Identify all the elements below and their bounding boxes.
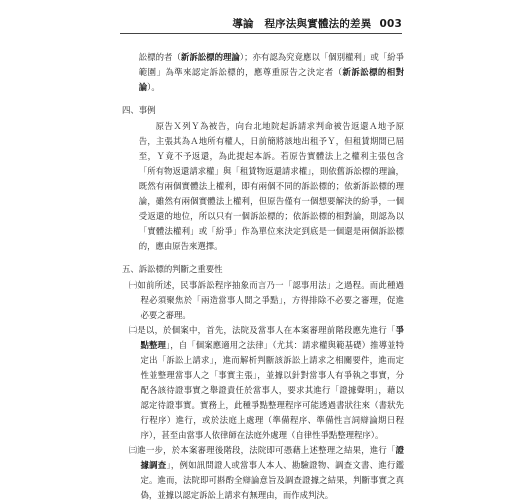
item-3-seg2: 」，例如訊問證人或當事人本人、勘驗證物、調查文書、進行鑑定。進而，法院即可斟酌全辯論意旨及調查證據之結果，判斷事實之真偽，並據以認定訴訟上請求有無理由，而作成判決。 xyxy=(140,460,404,500)
header-rule xyxy=(120,33,402,34)
intro-paragraph xyxy=(122,50,404,95)
section-5-item-1 xyxy=(122,278,404,323)
item-3-marker: ㈢ xyxy=(128,445,138,455)
running-header xyxy=(120,16,402,33)
intro-bold2: 新訴訟標的相對論 xyxy=(138,67,405,92)
item-2-seg2: 」，自「個案應適用之法律」（尤其：請求權與範基礎）推導並特定出「訴訟上請求」，進而解析判斷該訴訟上請求之相關要件，進而定性並整理當事人之「事實主張」，並據以針對當事人有爭執之事實，分配各該待證事實之舉證責任於當事人，要求其進行「證據聲明」，藉以認定待證事實。實務上，此種爭點整理程序可能透過書狀往來（書狀先行程序）進行，或於法庭上處理（準備程序、準備性言詞辯論期日程序），甚至由當事人依律師在法庭外處理（自律性爭點整理程序）。 xyxy=(140,340,405,440)
section-4-heading: 四、事例 xyxy=(122,105,156,115)
item-1-text: 如前所述，民事訴訟程序抽象而言乃一「認事用法」之過程。而此種過程必須聚焦於「兩造當事人間之爭點」，方得排除不必要之審理，促進必要之審理。 xyxy=(137,280,405,320)
item-1-marker: ㈠ xyxy=(128,280,138,290)
intro-seg2: ）；亦有認為究竟應以「個別權利」或「紛爭範圍」為準來認定訴訟標的，應尊重原告之決定者（ xyxy=(138,52,405,77)
header-title: 導論 程序法與實體法的差異 xyxy=(232,18,372,30)
body-text xyxy=(122,50,404,503)
section-5-item-2 xyxy=(122,323,404,443)
item-3-seg1: 進一步，於本案審理後階段，法院即可憑藉上述整理之結果，進行「 xyxy=(137,445,396,455)
item-3-bold1: 證據調查 xyxy=(140,445,405,470)
page-number: 003 xyxy=(379,18,402,30)
intro-bold1: 新訴訟標的理論 xyxy=(180,52,240,62)
intro-seg1: 訟標的者（ xyxy=(138,52,181,62)
section-5-item-3 xyxy=(122,443,404,503)
intro-seg3: ）。 xyxy=(147,82,160,92)
item-2-marker: ㈡ xyxy=(128,325,138,335)
section-4-paragraph: 原告Ｘ列Ｙ為被告，向台北地院起訴請求判命被告返還Ａ地予原告，主張其為Ａ地所有權人，日前簡將該地出租予Ｙ，但租賃期間已屆至，Ｙ竟不予返還，為此提起本訴。若原告實體法上之權利主張包含「所有物返還請求權」與「租賃物返還請求權」，則依舊訴訟標的理論，既然有兩個實體法上權利，即有兩個不同的訴訟標的；依新訴訟標的理論，雖然有兩個實體法上權利，但原告僅有一個想要解決的紛爭，一個受返還的地位，所以只有一個訴訟標的；依訴訟標的相對論，則認為以「實體法權利」或「紛爭」作為單位來決定到底是一個還是兩個訴訟標的，應由原告來選擇。 xyxy=(138,121,404,251)
item-2-bold1: 爭點整理 xyxy=(140,325,405,350)
section-5-heading: 五、訴訟標的判斷之重要性 xyxy=(122,264,223,274)
item-2-seg1: 是以，於個案中，首先，法院及當事人在本案審理前階段應先進行「 xyxy=(137,325,396,335)
